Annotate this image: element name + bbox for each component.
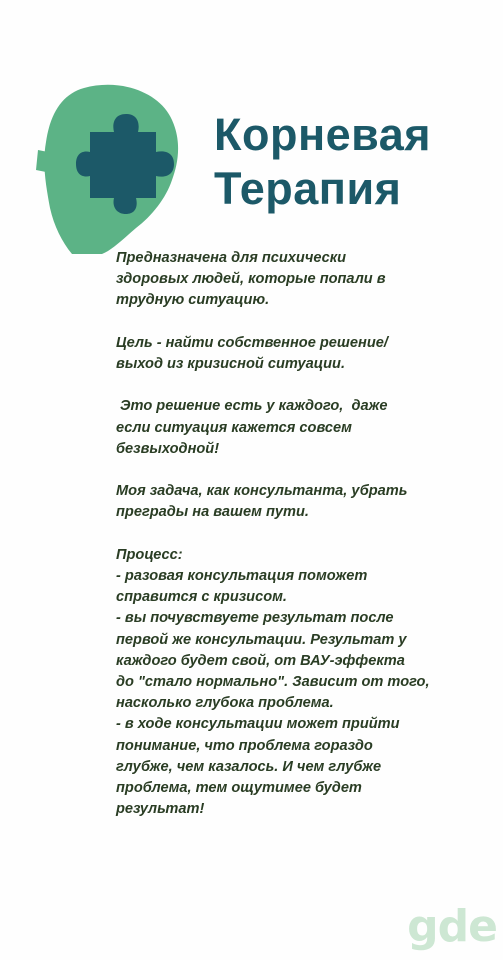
text-line: результат! — [116, 801, 205, 818]
watermark-logo: gde — [407, 901, 497, 952]
text-line: - вы почувствуете результат после — [116, 610, 394, 627]
text-line: преграды на вашем пути. — [116, 504, 309, 521]
text-line: Моя задача, как консультанта, убрать — [116, 483, 408, 500]
text-line: справится с кризисом. — [116, 589, 287, 606]
brand-line-2: Терапия — [214, 163, 402, 214]
text-line: выход из кризисной ситуации. — [116, 356, 346, 372]
text-line: трудную ситуацию. — [116, 292, 270, 309]
text-line: каждого будет свой, от ВАУ-эффекта — [116, 652, 405, 669]
head-puzzle-logo-icon — [32, 80, 192, 255]
text-line: Процесс: — [116, 546, 183, 563]
text-line: - в ходе консультации может прийти — [116, 716, 400, 733]
text-line: здоровых людей, которые попали в — [116, 271, 386, 288]
text-line: - разовая консультация поможет — [116, 567, 368, 584]
text-line: до "стало нормально". Зависит от того, — [116, 674, 430, 690]
text-line: если ситуация кажется совсем — [116, 419, 352, 436]
text-line: Цель - найти собственное решение/ — [116, 334, 388, 351]
text-line: Предназначена для психически — [116, 250, 347, 266]
text-line: проблема, тем ощутимее будет — [116, 780, 362, 797]
text-line: первой же консультации. Результат у — [116, 631, 407, 648]
text-line: Это решение есть у каждого, даже — [116, 398, 388, 415]
text-line: глубже, чем казалось. И чем глубже — [116, 758, 382, 775]
text-line: безвыходной! — [116, 440, 220, 457]
text-line: понимание, что проблема гораздо — [116, 737, 373, 754]
brand-title — [214, 108, 431, 216]
description-text — [116, 248, 476, 820]
brand-line-1: Корневая — [214, 109, 432, 160]
text-line: насколько глубока проблема. — [116, 695, 334, 712]
